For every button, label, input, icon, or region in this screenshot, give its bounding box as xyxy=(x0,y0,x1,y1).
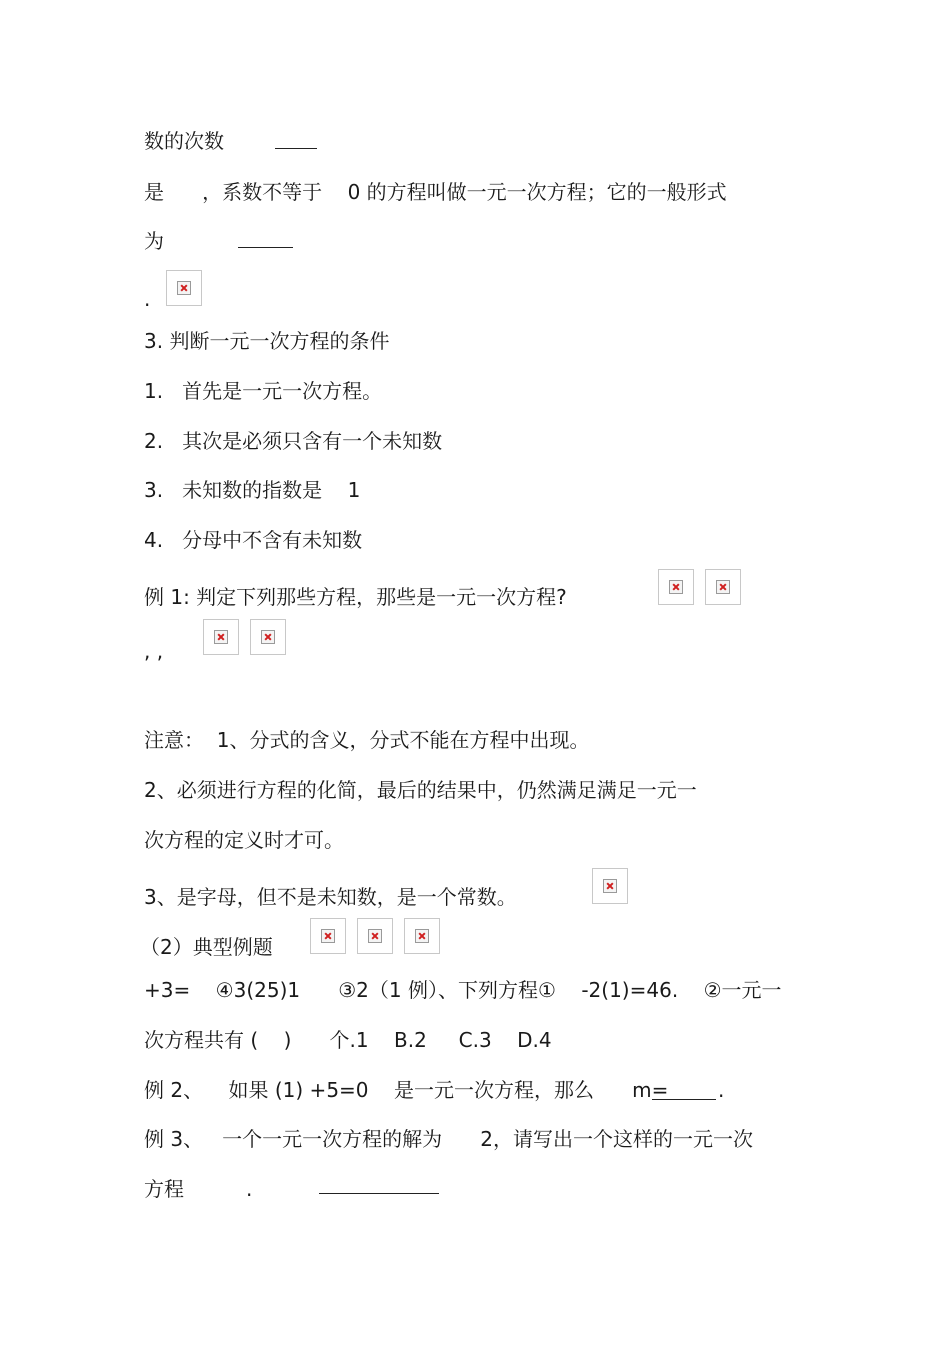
broken-image-icon xyxy=(404,918,440,954)
fill-blank-4 xyxy=(319,1193,439,1194)
broken-image-icon xyxy=(592,868,628,904)
text-line-1: 数的次数 xyxy=(144,129,224,153)
note-line-2: 2、必须进行方程的化简，最后的结果中，仍然满足满足一元一 xyxy=(144,778,697,802)
example-3-period: . xyxy=(246,1177,253,1201)
fill-blank-2 xyxy=(238,247,293,248)
example-1-commas: , , xyxy=(144,639,164,663)
broken-image-icon xyxy=(310,918,346,954)
broken-image-icon xyxy=(203,619,239,655)
note-line-4: 3、是字母，但不是未知数，是一个常数。 xyxy=(144,885,517,909)
broken-image-icon xyxy=(658,569,694,605)
note-line-3: 次方程的定义时才可。 xyxy=(144,828,344,852)
broken-image-icon xyxy=(357,918,393,954)
typical-examples-heading: （2）典型例题 xyxy=(140,935,273,959)
fill-blank-3 xyxy=(652,1099,716,1100)
example-1-text: 例 1: 判定下列那些方程，那些是一元一次方程? xyxy=(144,585,567,609)
condition-item-2: 2. 其次是必须只含有一个未知数 xyxy=(144,429,443,453)
text-line-3: 为 xyxy=(144,229,164,253)
condition-item-3: 3. 未知数的指数是 1 xyxy=(144,478,361,502)
broken-image-icon xyxy=(166,270,202,306)
broken-image-icon xyxy=(250,619,286,655)
text-line-4: . xyxy=(144,287,151,311)
example-2-text: 例 2、 如果 (1) +5=0 是一元一次方程，那么 m= xyxy=(144,1078,669,1102)
section-heading-conditions: 3. 判断一元一次方程的条件 xyxy=(144,329,390,353)
multiple-choice-line: 次方程共有 ( ) 个.1 B.2 C.3 D.4 xyxy=(144,1028,552,1052)
condition-item-4: 4. 分母中不含有未知数 xyxy=(144,528,363,552)
broken-image-icon xyxy=(705,569,741,605)
condition-item-1: 1. 首先是一元一次方程。 xyxy=(144,379,383,403)
example-2-period: . xyxy=(718,1078,725,1102)
example-3-continuation: 方程 xyxy=(144,1177,184,1201)
equations-line: +3= ④3(25)1 ③2（1 例）、下列方程① -2(1)=46. ②一元一 xyxy=(144,978,782,1002)
note-line-1: 注意： 1、分式的含义，分式不能在方程中出现。 xyxy=(144,728,590,752)
text-line-2: 是 ，系数不等于 0 的方程叫做一元一次方程；它的一般形式 xyxy=(144,180,727,204)
example-3-text: 例 3、 一个一元一次方程的解为 2，请写出一个这样的一元一次 xyxy=(144,1127,754,1151)
fill-blank-1 xyxy=(275,148,317,149)
